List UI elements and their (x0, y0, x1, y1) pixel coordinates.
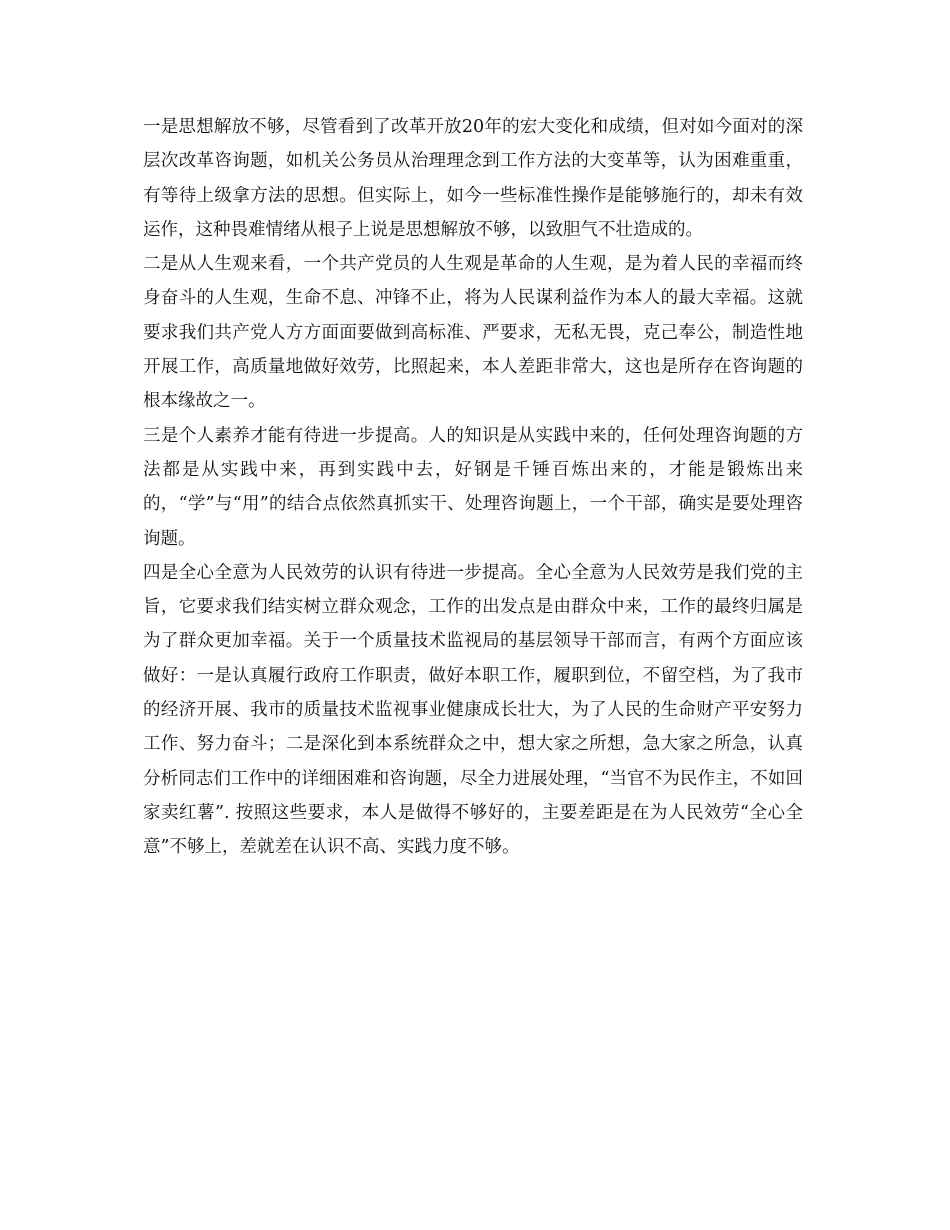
paragraph-1: 一是思想解放不够，尽管看到了改革开放20年的宏大变化和成绩，但对如今面对的深层次改革咨询题，如机关公务员从治理理念到工作方法的大变革等，认为困难重重，有等待上级拿方法的思想。但实际上，如今一些标准性操作是能够施行的，却未有效运作，这种畏难情绪从根子上说是思想解放不够，以致胆气不壮造成的。 (143, 117, 803, 240)
paragraph-4: 四是全心全意为人民效劳的认识有待进一步提高。全心全意为人民效劳是我们党的主旨，它要求我们结实树立群众观念，工作的出发点是由群众中来，工作的最终归属是为了群众更加幸福。关于一个质量技术监视局的基层领导干部而言，有两个方面应该做好：一是认真履行政府工作职责，做好本职工作，履职到位，不留空档，为了我市的经济开展、我市的质量技术监视事业健康成长壮大，为了人民的生命财产平安努力工作、努力奋斗；二是深化到本系统群众之中，想大家之所想，急大家之所急，认真分析同志们工作中的详细困难和咨询题，尽全力进展处理，“当官不为民作主，不如回家卖红薯”. 按照这些要求，本人是做得不够好的，主要差距是在为人民效劳“全心全意”不够上，差就差在认识不高、实践力度不够。 (143, 562, 803, 858)
document-body (143, 110, 803, 865)
paragraph-3: 三是个人素养才能有待进一步提高。人的知识是从实践中来的，任何处理咨询题的方法都是从实践中来，再到实践中去，好钢是千锤百炼出来的，才能是锻炼出来的，“学”与“用”的结合点依然真抓实干、处理咨询题上，一个干部，确实是要处理咨询题。 (143, 425, 803, 549)
paragraph-2: 二是从人生观来看，一个共产党员的人生观是革命的人生观，是为着人民的幸福而终身奋斗的人生观，生命不息、冲锋不止，将为人民谋利益作为本人的最大幸福。这就要求我们共产党人方方面面要做到高标准、严要求，无私无畏，克己奉公，制造性地开展工作，高质量地做好效劳，比照起来，本人差距非常大，这也是所存在咨询题的根本缘故之一。 (143, 254, 803, 412)
